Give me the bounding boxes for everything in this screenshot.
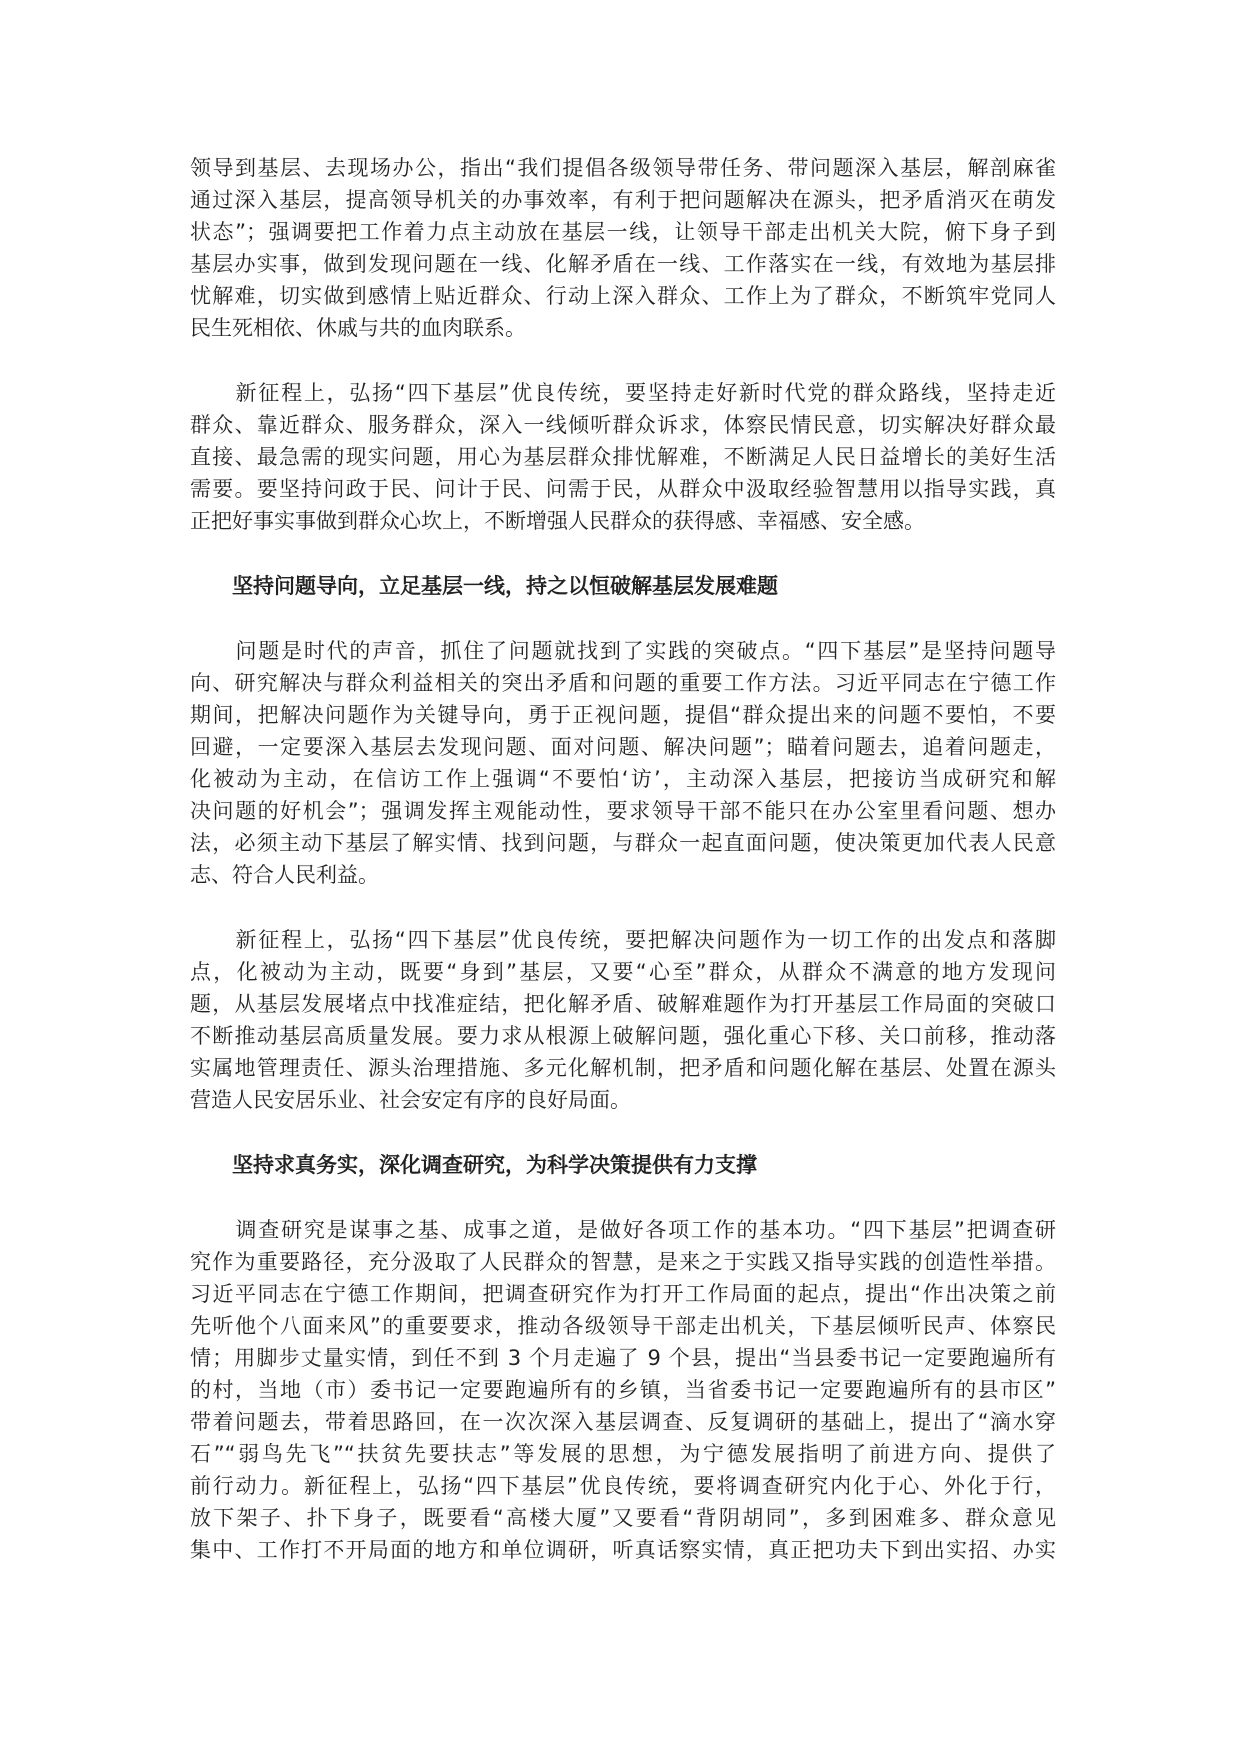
paragraph-3 (190, 635, 1056, 891)
text-line: 回避，一定要深入基层去发现问题、面对问题、解决问题”；瞄着问题去，追着问题走， (190, 735, 1056, 759)
text-line: 问题是时代的声音，抓住了问题就找到了实践的突破点。“四下基层”是坚持问题导 (190, 639, 1056, 663)
section-heading: 坚持问题导向，立足基层一线，持之以恒破解基层发展难题 (232, 574, 778, 598)
text-line: 通过深入基层，提高领导机关的办事效率，有利于把问题解决在源头，把矛盾消灭在萌发 (190, 188, 1056, 212)
text-line: 先听他个八面来风”的重要要求，推动各级领导干部走出机关，下基层倾听民声、体察民 (190, 1314, 1056, 1338)
text-line: 正把好事实事做到群众心坎上，不断增强人民群众的获得感、幸福感、安全感。 (190, 509, 925, 533)
text-line: 调查研究是谋事之基、成事之道，是做好各项工作的基本功。“四下基层”把调查研 (190, 1218, 1056, 1242)
text-line: 集中、工作打不开局面的地方和单位调研，听真话察实情，真正把功夫下到出实招、办实 (190, 1538, 1056, 1562)
section-heading: 坚持求真务实，深化调查研究，为科学决策提供有力支撑 (232, 1153, 757, 1177)
paragraph-1 (190, 152, 1056, 344)
text-line: 直接、最急需的现实问题，用心为基层群众排忧解难，不断满足人民日益增长的美好生活 (190, 445, 1056, 469)
text-line: 志、符合人民利益。 (190, 863, 379, 887)
paragraph-5 (190, 1214, 1056, 1566)
text-line: 需要。要坚持问政于民、问计于民、问需于民，从群众中汲取经验智慧用以指导实践，真 (190, 477, 1056, 501)
text-line: 点，化被动为主动，既要“身到”基层，又要“心至”群众，从群众不满意的地方发现问 (190, 960, 1056, 984)
text-line: 营造人民安居乐业、社会安定有序的良好局面。 (190, 1088, 631, 1112)
text-line: 民生死相依、休戚与共的血肉联系。 (190, 316, 526, 340)
paragraph-2 (190, 377, 1056, 537)
text-line: 带着问题去，带着思路回，在一次次深入基层调查、反复调研的基础上，提出了“滴水穿 (190, 1410, 1056, 1434)
text-line: 不断推动基层高质量发展。要力求从根源上破解问题，强化重心下移、关口前移，推动落 (190, 1024, 1056, 1048)
text-line: 放下架子、扑下身子，既要看“高楼大厦”又要看“背阴胡同”，多到困难多、群众意见 (190, 1506, 1056, 1530)
text-line: 法，必须主动下基层了解实情、找到问题，与群众一起直面问题，使决策更加代表人民意 (190, 831, 1056, 855)
text-line: 习近平同志在宁德工作期间，把调查研究作为打开工作局面的起点，提出“作出决策之前 (190, 1282, 1056, 1306)
text-line: 状态”；强调要把工作着力点主动放在基层一线，让领导干部走出机关大院，俯下身子到 (190, 220, 1056, 244)
text-line: 石”“弱鸟先飞”“扶贫先要扶志”等发展的思想，为宁德发展指明了前进方向、提供了 (190, 1442, 1056, 1466)
text-line: 究作为重要路径，充分汲取了人民群众的智慧，是来之于实践又指导实践的创造性举措。 (190, 1250, 1056, 1274)
text-line: 实属地管理责任、源头治理措施、多元化解机制，把矛盾和问题化解在基层、处置在源头 (190, 1056, 1056, 1080)
text-line: 基层办实事，做到发现问题在一线、化解矛盾在一线、工作落实在一线，有效地为基层排 (190, 252, 1056, 276)
text-line: 群众、靠近群众、服务群众，深入一线倾听群众诉求，体察民情民意，切实解决好群众最 (190, 413, 1056, 437)
text-line: 前行动力。新征程上，弘扬“四下基层”优良传统，要将调查研究内化于心、外化于行， (190, 1474, 1056, 1498)
document-page (190, 152, 1056, 1599)
text-line: 领导到基层、去现场办公，指出“我们提倡各级领导带任务、带问题深入基层，解剖麻雀 (190, 156, 1056, 180)
text-line: 向、研究解决与群众利益相关的突出矛盾和问题的重要工作方法。习近平同志在宁德工作 (190, 671, 1056, 695)
text-line: 情；用脚步丈量实情，到任不到 3 个月走遍了 9 个县，提出“当县委书记一定要跑遍所有 (190, 1346, 1056, 1370)
text-line: 化被动为主动，在信访工作上强调“不要怕‘访’，主动深入基层，把接访当成研究和解 (190, 767, 1056, 791)
text-line: 决问题的好机会”；强调发挥主观能动性，要求领导干部不能只在办公室里看问题、想办 (190, 799, 1056, 823)
text-line: 新征程上，弘扬“四下基层”优良传统，要坚持走好新时代党的群众路线，坚持走近 (190, 381, 1056, 405)
text-line: 题，从基层发展堵点中找准症结，把化解矛盾、破解难题作为打开基层工作局面的突破口 (190, 992, 1056, 1016)
text-line: 的村，当地（市）委书记一定要跑遍所有的乡镇，当省委书记一定要跑遍所有的县市区” (190, 1378, 1056, 1402)
paragraph-4 (190, 924, 1056, 1116)
text-line: 期间，把解决问题作为关键导向，勇于正视问题，提倡“群众提出来的问题不要怕，不要 (190, 703, 1056, 727)
text-line: 忧解难，切实做到感情上贴近群众、行动上深入群众、工作上为了群众，不断筑牢党同人 (190, 284, 1056, 308)
text-line: 新征程上，弘扬“四下基层”优良传统，要把解决问题作为一切工作的出发点和落脚 (190, 928, 1056, 952)
